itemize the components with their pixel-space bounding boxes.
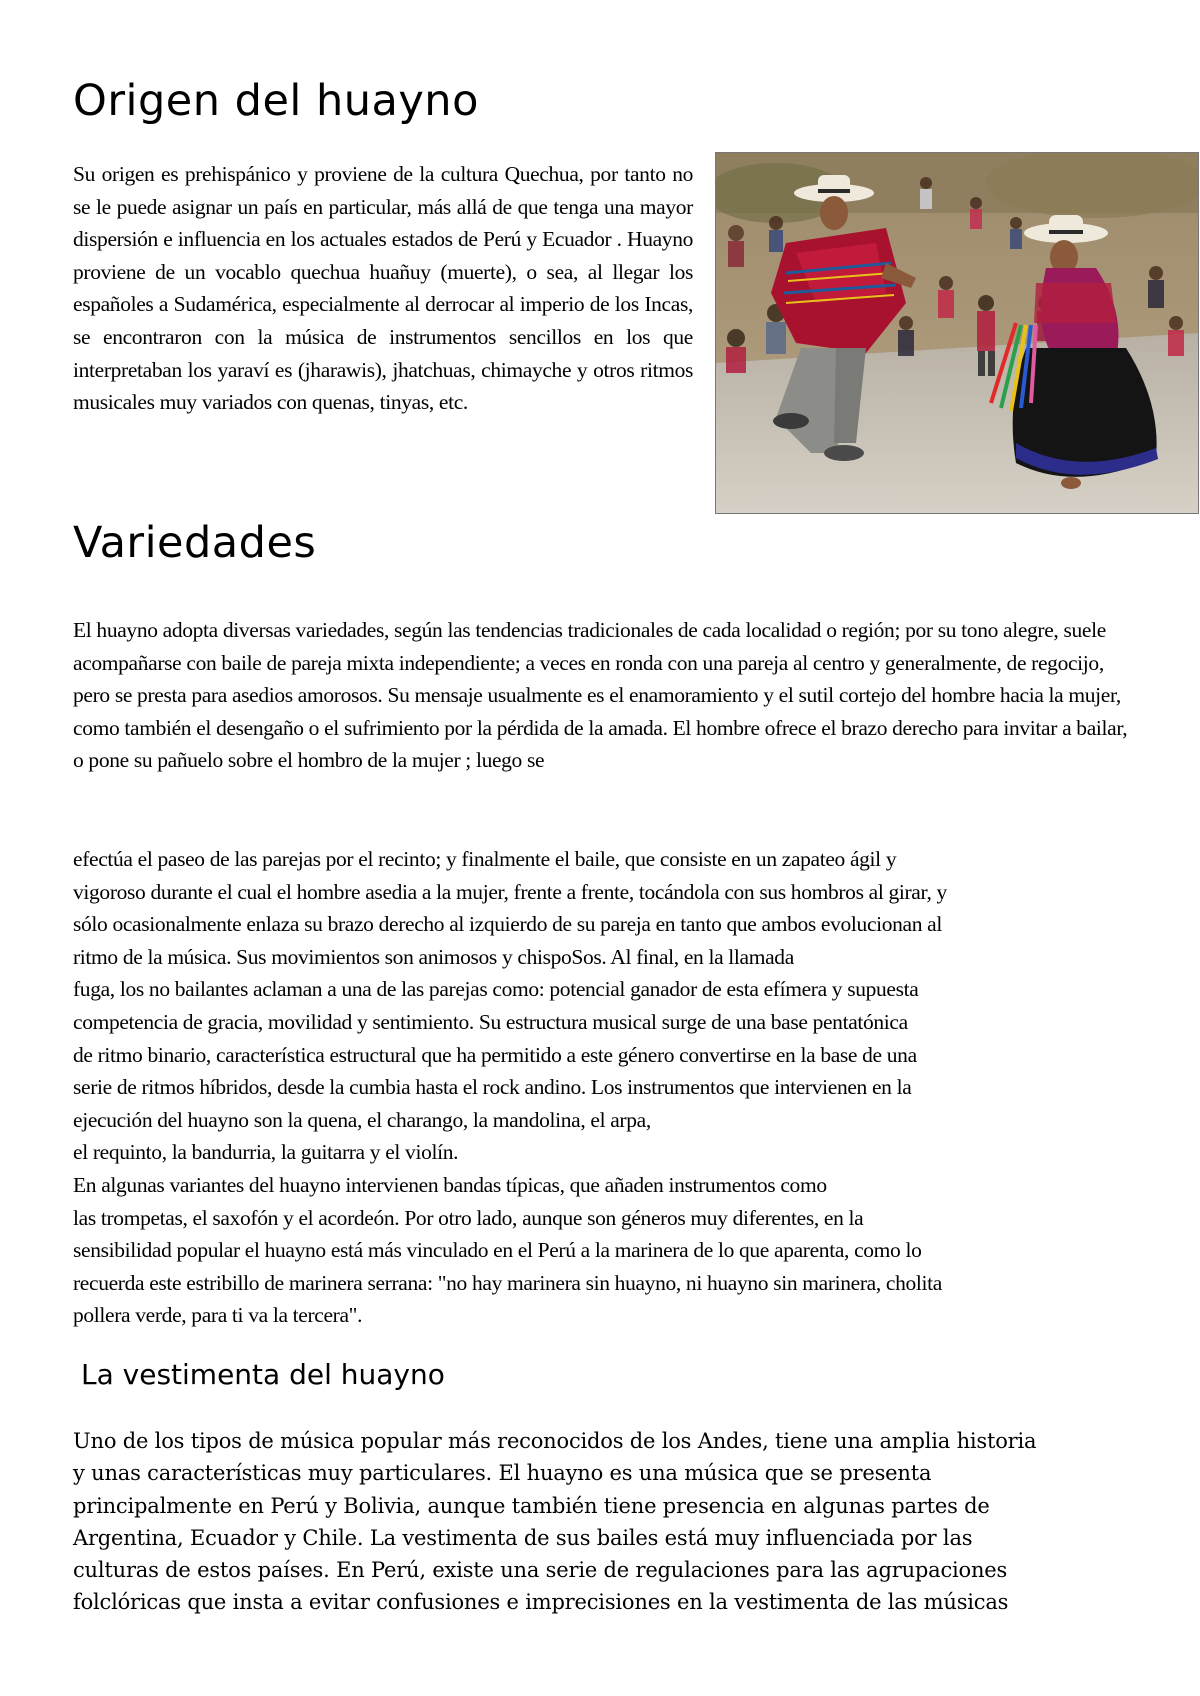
text-line: Uno de los tipos de música popular más reconocidos de los Andes, tiene una amplia historia — [73, 1429, 1037, 1453]
heading-variedades: Variedades — [73, 518, 317, 568]
huayno-dancers-photo — [715, 152, 1199, 514]
text-line: sensibilidad popular el huayno está más vinculado en el Perú a la marinera de lo que aparenta, como lo — [73, 1238, 922, 1263]
text-line: ritmo de la música. Sus movimientos son animosos y chispoSos. Al final, en la llamada — [73, 944, 794, 969]
text-line: En algunas variantes del huayno intervienen bandas típicas, que añaden instrumentos como — [73, 1172, 827, 1197]
text-line: culturas de estos países. En Perú, existe una serie de regulaciones para las agrupaciones — [73, 1558, 1008, 1583]
text-line: sólo ocasionalmente enlaza su brazo derecho al izquierdo de su pareja en tanto que ambos evolucionan al — [73, 912, 942, 937]
text-line: y unas características muy particulares. El huayno es una música que se presenta — [73, 1461, 932, 1486]
variedades-paragraph-2 — [73, 843, 1133, 1332]
text-line: competencia de gracia, movilidad y sentimiento. Su estructura musical surge de una base pentatónica — [73, 1009, 908, 1034]
text-line: recuerda este estribillo de marinera serrana: "no hay marinera sin huayno, ni huayno sin marinera, cholita — [73, 1270, 942, 1295]
heading-vestimenta: La vestimenta del huayno — [81, 1358, 445, 1391]
text-line: las trompetas, el saxofón y el acordeón. Por otro lado, aunque son géneros muy diferentes, en la — [73, 1205, 864, 1230]
text-line: efectúa el paseo de las parejas por el recinto; y finalmente el baile, que consiste en un zapateo ágil y — [73, 847, 897, 871]
heading-origen: Origen del huayno — [73, 76, 479, 126]
text-line: folclóricas que insta a evitar confusiones e imprecisiones en la vestimenta de las músicas — [73, 1590, 1009, 1615]
variedades-paragraph-1: El huayno adopta diversas variedades, según las tendencias tradicionales de cada localidad o región; por su tono alegre, suele acompañarse con baile de pareja mixta independiente; a veces en ronda con una pareja al centro y generalmente, de regocijo, pero se presta para asedios amorosos. Su mensaje usualmente es el enamoramiento y el sutil cortejo del hombre hacia la mujer, como también el desengaño o el sufrimiento por la pérdida de la amada. El hombre ofrece el brazo derecho para invitar a bailar, o pone su pañuelo sobre el hombro de la mujer ; luego se — [73, 618, 1128, 773]
text-line: vigoroso durante el cual el hombre asedia a la mujer, frente a frente, tocándola con sus hombros al girar, y — [73, 879, 947, 904]
text-line: principalmente en Perú y Bolivia, aunque también tiene presencia en algunas partes de — [73, 1493, 990, 1518]
vestimenta-paragraph — [73, 1425, 1133, 1619]
text-line: pollera verde, para ti va la tercera". — [73, 1303, 363, 1328]
text-line: Argentina, Ecuador y Chile. La vestimenta de sus bailes está muy influenciada por las — [73, 1525, 973, 1550]
text-line: el requinto, la bandurria, la guitarra y el violín. — [73, 1140, 459, 1165]
text-line: ejecución del huayno son la quena, el charango, la mandolina, el arpa, — [73, 1107, 651, 1132]
text-line: de ritmo binario, característica estructural que ha permitido a este género convertirse en la base de una — [73, 1042, 917, 1067]
text-line: serie de ritmos híbridos, desde la cumbia hasta el rock andino. Los instrumentos que intervienen en la — [73, 1075, 912, 1100]
text-line: fuga, los no bailantes aclaman a una de las parejas como: potencial ganador de esta efímera y supuesta — [73, 977, 919, 1002]
origen-paragraph: Su origen es prehispánico y proviene de la cultura Quechua, por tanto no se le puede asignar un país en particular, más allá de que tenga una mayor dispersión e influencia en los actuales estados de Perú y Ecuador . Huayno proviene de un vocablo quechua huañuy (muerte), o sea, al llegar los españoles a Sudamérica, especialmente al derrocar al imperio de los Incas, se encontraron con la música de instrumentos sencillos en los que interpretaban los yaraví es (jharawis), jhatchuas, chimayche y otros ritmos musicales muy variados con quenas, tinyas, etc. — [73, 162, 693, 415]
